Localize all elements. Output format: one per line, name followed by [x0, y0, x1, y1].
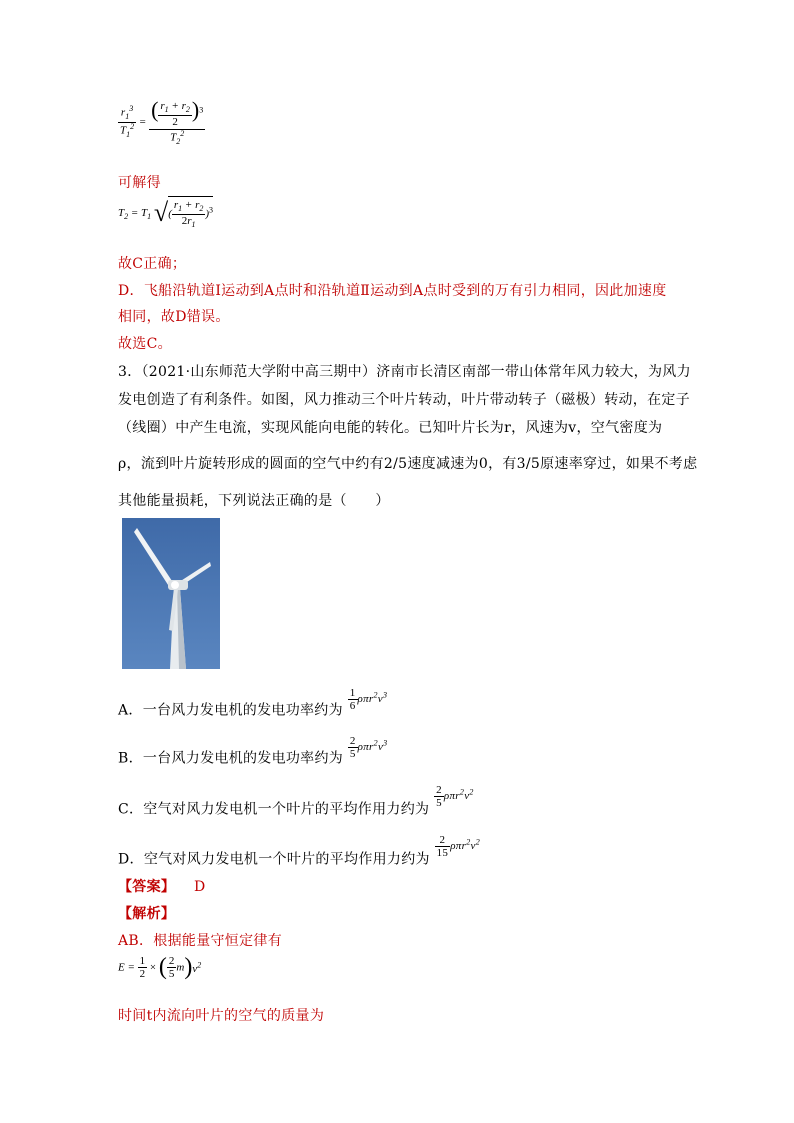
option-b — [118, 735, 388, 770]
option-b-text: B．一台风力发电机的发电功率约为 — [118, 750, 344, 767]
formula-t2: $T_2 = T_1$ √( $\frac{r_1 + r_2}{2r_1}$ )$^3$ — [118, 197, 214, 230]
option-c-formula: 2 5 ρπr2v2 — [436, 784, 474, 810]
formula-kepler-ratio: $\frac{r_1^3}{T_1^2}$ = ( $\frac{r_1 + r_2}{2}$ )$^3$ $T_2^2$ — [120, 97, 204, 146]
option-d-text: D．空气对风力发电机一个叶片的平均作用力约为 — [118, 851, 430, 868]
line-ab: AB．根据能量守恒定律有 — [118, 933, 282, 949]
answer-value: D — [193, 879, 206, 895]
option-a-formula: 1 6 ρπr2v3 — [349, 687, 388, 713]
formula-energy: E = $\frac{1}{2}$ × ( $\frac{2}{5}$ $m)v^2$ — [118, 954, 202, 980]
wind-turbine-photo — [122, 518, 220, 669]
q3-line-5: 其他能量损耗，下列说法正确的是（ ） — [118, 493, 390, 509]
line-c-correct: 故C正确； — [118, 256, 187, 272]
answer-label: 【答案】 — [118, 879, 176, 895]
q3-line-1: 3．（2021·山东师范大学附中高三期中）济南市长清区南部一带山体常年风力较大，为风力 — [118, 364, 691, 380]
option-d-formula: 2 15 ρπr2v2 — [436, 834, 480, 860]
option-a — [118, 687, 388, 722]
option-d — [118, 834, 480, 871]
line-kejie: 可解得 — [118, 175, 161, 191]
answer-line — [118, 876, 206, 896]
q3-line-4: ρ，流到叶片旋转形成的圆面的空气中约有2/5速度减速为0，有3/5原速率穿过，如果不考虑 — [118, 456, 698, 472]
option-a-text: A．一台风力发电机的发电功率约为 — [118, 702, 343, 719]
option-c — [118, 784, 474, 821]
line-d-1: D．飞船沿轨道Ⅰ运动到A点时和沿轨道Ⅱ运动到A点时受到的万有引力相同，因此加速度 — [118, 283, 667, 299]
q3-line-3: （线圈）中产生电流，实现风能向电能的转化。已知叶片长为r，风速为v，空气密度为 — [118, 420, 663, 436]
q3-line-2: 发电创造了有利条件。如图，风力推动三个叶片转动，叶片带动转子（磁极）转动，在定子 — [118, 392, 690, 408]
option-b-formula: 2 5 ρπr2v3 — [349, 735, 388, 761]
line-time: 时间t内流向叶片的空气的质量为 — [118, 1008, 325, 1024]
line-choose: 故选C。 — [118, 336, 172, 352]
line-d-2: 相同，故D错误。 — [118, 309, 230, 325]
option-c-text: C．空气对风力发电机一个叶片的平均作用力约为 — [118, 801, 430, 818]
analysis-label: 【解析】 — [118, 906, 176, 922]
